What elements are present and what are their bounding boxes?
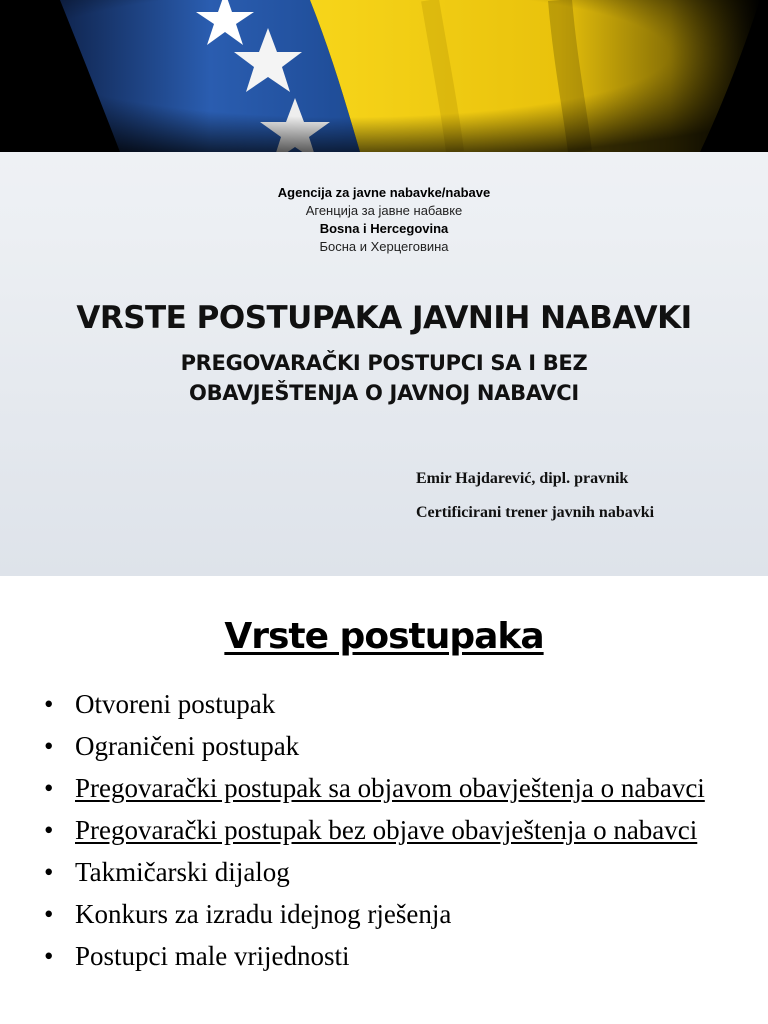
bullet-icon: •: [44, 941, 54, 971]
list-item: [44, 728, 734, 764]
list-item-text: Ograničeni postupak: [75, 731, 300, 761]
bullet-icon: •: [44, 857, 54, 887]
author-name: Emir Hajdarević, dipl. pravnik: [416, 470, 629, 487]
presentation-title: VRSTE POSTUPAKA JAVNIH NABAVKI: [76, 300, 692, 336]
bullet-icon: •: [44, 689, 54, 719]
bullet-icon: •: [44, 773, 54, 803]
list-item-text: Takmičarski dijalog: [75, 857, 290, 887]
presentation-subtitle: [0, 348, 768, 408]
procedures-slide: [0, 576, 768, 1024]
country-name-latin: Bosna i Hercegovina: [319, 221, 449, 236]
bullet-icon: •: [44, 899, 54, 929]
list-item-text: Pregovarački postupak sa objavom obavještenja o nabavci: [75, 773, 705, 803]
slide-title: Vrste postupaka: [224, 616, 544, 657]
list-item: [44, 686, 734, 722]
list-item: [44, 938, 734, 974]
list-item-text: Postupci male vrijednosti: [75, 941, 350, 971]
list-item-text: Otvoreni postupak: [75, 689, 276, 719]
bullet-icon: •: [44, 731, 54, 761]
agency-header: [0, 184, 768, 256]
list-item: [44, 812, 734, 848]
list-item: [44, 854, 734, 890]
author-block: [416, 462, 654, 530]
agency-name-cyrillic: Агенција за јавне набавке: [305, 203, 463, 218]
country-name-cyrillic: Босна и Херцеговина: [319, 239, 449, 254]
list-item-text: Konkurs za izradu idejnog rješenja: [75, 899, 452, 929]
flag-banner-image: [0, 0, 768, 152]
author-role: Certificirani trener javnih nabavki: [416, 504, 655, 521]
procedure-list: [44, 686, 734, 980]
agency-name-latin: Agencija za javne nabavke/nabave: [277, 185, 491, 200]
list-item-text: Pregovarački postupak bez objave obavještenja o nabavci: [75, 815, 698, 845]
subtitle-line-2: OBAVJEŠTENJA O JAVNOJ NABAVCI: [189, 381, 579, 405]
bullet-icon: •: [44, 815, 54, 845]
list-item: [44, 896, 734, 932]
bih-flag-illustration: [0, 0, 768, 152]
subtitle-line-1: PREGOVARAČKI POSTUPCI SA I BEZ: [180, 351, 588, 375]
list-item: [44, 770, 734, 806]
